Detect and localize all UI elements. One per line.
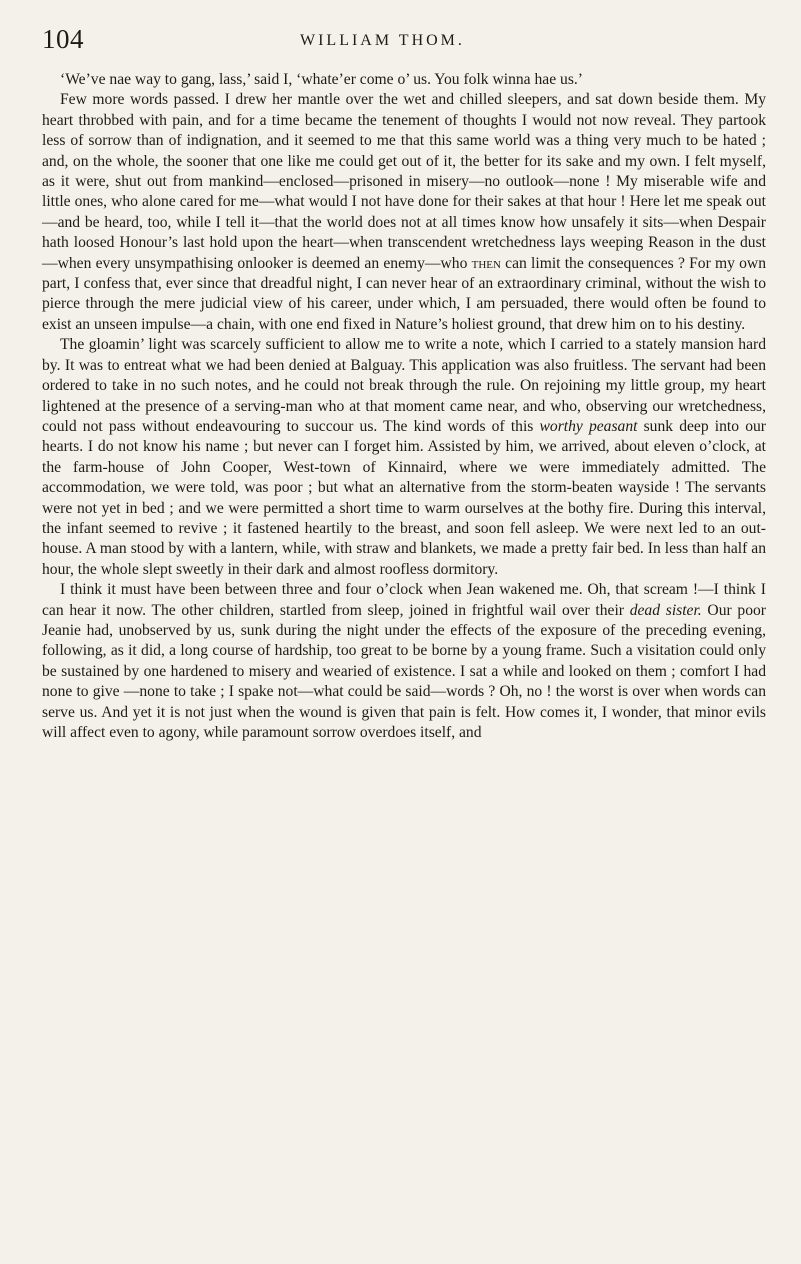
paragraph-4-text-a: I think it must have been between three and four o’clock when Jean wakened me. Oh, that scream !—I think I can hear it now. The other children, startled from sleep, joined in frightful wail over their xyxy=(42,581,766,619)
paragraph-4-emphasis: dead sister. xyxy=(629,601,702,619)
paragraph-2-text-a: Few more words passed. I drew her mantle over the wet and chilled sleepers, and sat down beside them. My heart throbbed with pain, and for a time became the tenement of thoughts I would not now reveal. They partook less of sorrow than of indignation, and it seemed to me that this same world was a thing very much to be hated ; and, on the whole, the sooner that one like me could get out of it, the better for its sake and my own. I felt myself, as it were, shut out from mankind—enclosed—prisoned in misery—no outlook—none ! My miserable wife and little ones, who alone cared for me—what would I not have done for their sakes at that hour ! Here let me speak out—and be heard, too, while I tell it—that the world does not at all times know how unsafely it sits—when Despair hath loosed Honour’s last hold upon the heart—when transcendent wretchedness lays weeping Reason in the dust—when every unsympathising onlooker is deemed an enemy—who xyxy=(42,91,766,272)
paragraph-3 xyxy=(42,335,766,580)
paragraph-3-text-a: The gloamin’ light was scarcely sufficient to allow me to write a note, which I carried to a stately mansion hard by. It was to entreat what we had been denied at Balguay. This application was also fruitless. The servant had been ordered to take in no such notes, and he could not break through the rule. On rejoining my little group, my heart lightened at the presence of a serving-man who at that moment came near, and who, observing our wretchedness, could not pass without endeavouring to succour us. The kind words of this xyxy=(42,336,766,435)
paragraph-4-text-b: Our poor Jeanie had, unobserved by us, sunk during the night under the effects of the exposure of the preceding evening, following, as it did, a long course of hardship, too great to be borne by a young frame. Such a visitation could only be sustained by one hardened to misery and wearied of existence. I sat a while and looked on them ; comfort I had none to give —none to take ; I spake not—what could be said—words ? Oh, no ! the worst is over when words can serve us. And yet it is not just when the wound is given that pain is felt. How comes it, I wonder, that minor evils will affect even to agony, while paramount sorrow overdoes itself, and xyxy=(42,601,766,741)
paragraph-3-emphasis: worthy peasant xyxy=(539,417,638,435)
paragraph-2-then: then xyxy=(471,254,501,272)
page-body xyxy=(42,70,766,743)
page-header xyxy=(42,24,771,64)
page-number: 104 xyxy=(42,24,84,54)
paragraph-1-text: ‘We’ve nae way to gang, lass,’ said I, ‘whate’er come o’ us. You folk winna hae us.’ xyxy=(60,71,583,88)
paragraph-4 xyxy=(42,580,766,743)
running-head: WILLIAM THOM. xyxy=(300,32,465,49)
paragraph-2 xyxy=(42,90,766,335)
paragraph-3-text-b: sunk deep into our hearts. I do not know his name ; but never can I forget him. Assisted by him, we arrived, about eleven o’clock, at the farm-house of John Cooper, West-town of Kinnaird, where we were immediately admitted. The accommodation, we were told, was poor ; but what an alternative from the storm-beaten wayside ! The servants were not yet in bed ; and we were permitted a short time to warm ourselves at the bothy fire. During this interval, the infant seemed to revive ; it fastened heartily to the breast, and soon fell asleep. We were next led to an out-house. A man stood by with a lantern, while, with straw and blankets, we made a pretty fair bed. In less than half an hour, the whole slept sweetly in their dark and almost roofless dormitory. xyxy=(42,417,766,578)
paragraph-1 xyxy=(42,70,766,90)
paragraph-2-text-b: can limit the consequences ? For my own part, I confess that, ever since that dreadful night, I can never hear of an extraordinary criminal, without the wish to pierce through the mere judicial view of his career, under which, I am persuaded, there would often be found to exist an unseen impulse—a chain, with one end fixed in Nature’s holiest ground, that drew him on to his destiny. xyxy=(42,254,766,333)
